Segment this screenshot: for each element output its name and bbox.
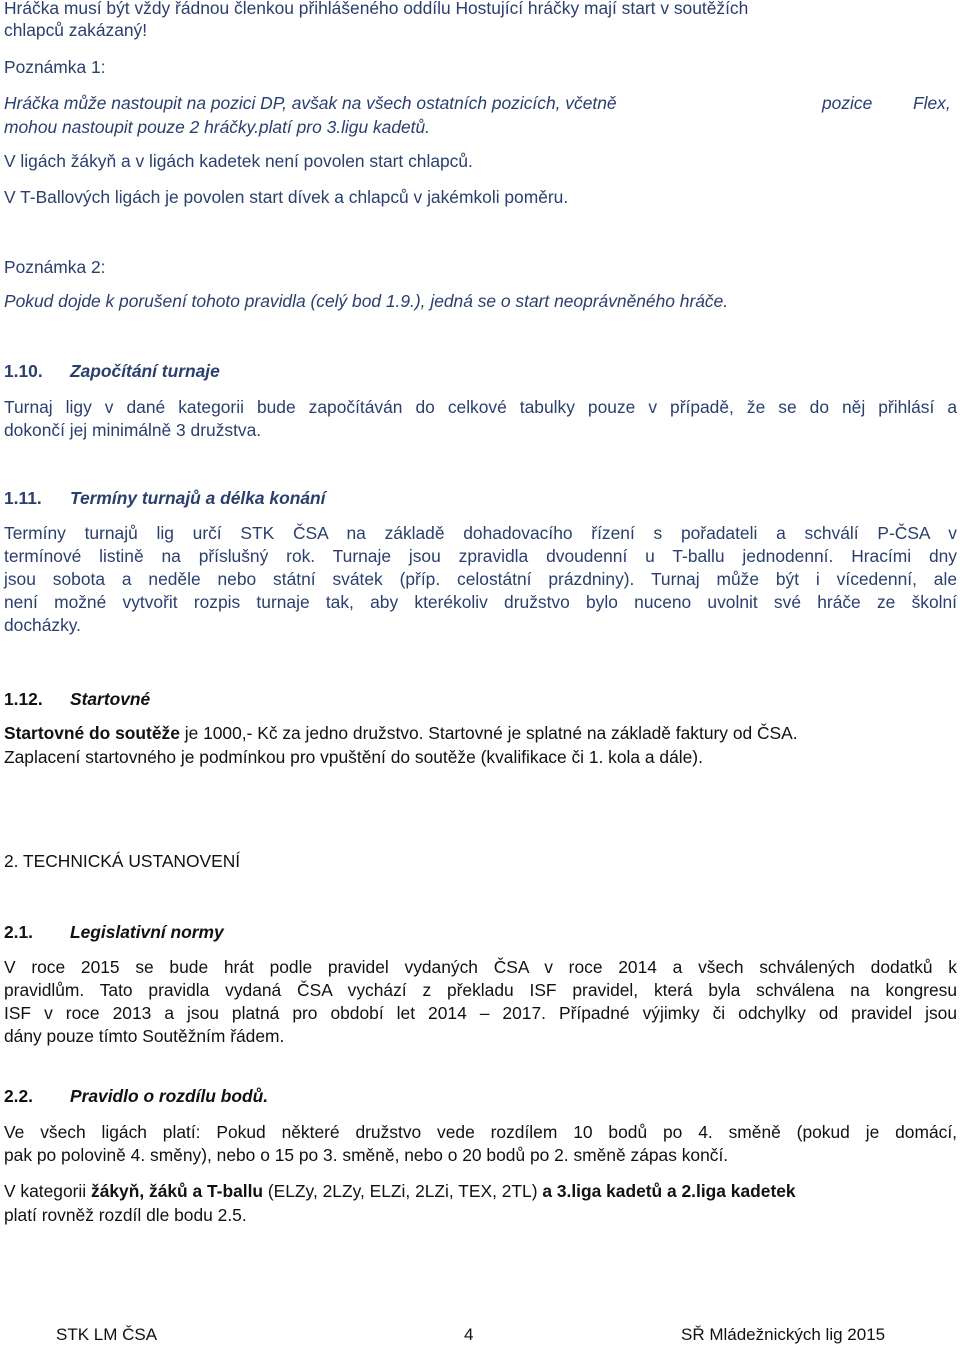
section-2-2-para1 bbox=[4, 1121, 957, 1167]
section-number: 2.1. bbox=[4, 922, 34, 942]
chapter-2-title: 2. TECHNICKÁ USTANOVENÍ bbox=[4, 851, 241, 871]
section-1-11-body bbox=[4, 522, 957, 637]
section-1-12-line2: Zaplacení startovného je podmínkou pro vpuštění do soutěže (kvalifikace či 1. kola a dále). bbox=[4, 747, 703, 767]
section-title: Pravidlo o rozdílu bodů. bbox=[70, 1086, 269, 1106]
body-line: dokončí jej minimálně 3 družstva. bbox=[4, 420, 262, 440]
note2-text: Pokud dojde k porušení tohoto pravidla (celý bod 1.9.), jedná se o start neoprávněného hráče. bbox=[4, 291, 729, 311]
body-line: Termíny turnajů lig určí STK ČSA na základě dohadovacího řízení s pořadateli a schválí P-ČSA v bbox=[4, 523, 957, 543]
section-1-10-heading bbox=[4, 360, 220, 383]
text-run: (ELZy, 2LZy, ELZi, 2LZi, TEX, 2TL) bbox=[263, 1181, 543, 1201]
section-2-2-para2-line2: platí rovněž rozdíl dle bodu 2.5. bbox=[4, 1205, 247, 1225]
section-2-1-heading bbox=[4, 921, 224, 944]
section-2-2-para2-line1 bbox=[4, 1180, 796, 1203]
body-line: pravidlům. Tato pravidla vydaná ČSA vychází z překladu ISF pravidel, která byla schválena na kongresu bbox=[4, 980, 957, 1000]
footer-page-number: 4 bbox=[464, 1325, 474, 1344]
body-line: Ve všech ligách platí: Pokud některé družstvo vede rozdílem 10 bodů po 4. směně (pokud je domácí, bbox=[4, 1122, 957, 1142]
section-2-2-heading bbox=[4, 1085, 268, 1108]
section-number: 2.2. bbox=[4, 1086, 34, 1106]
note1-line1-pozice: pozice bbox=[822, 93, 873, 113]
section-number: 1.11. bbox=[4, 488, 42, 508]
section-number: 1.10. bbox=[4, 361, 43, 381]
body-line: jsou sobota a neděle nebo státní svátek (příp. celostátní prázdniny). Turnaj může být i vícedenní, ale bbox=[4, 569, 957, 589]
footer-right: SŘ Mládežnických lig 2015 bbox=[681, 1325, 886, 1344]
note1-line1: Hráčka může nastoupit na pozici DP, avšak na všech ostatních pozicích, včetně bbox=[4, 93, 617, 113]
startovne-bold: Startovné do soutěže bbox=[4, 723, 180, 743]
body-line: V roce 2015 se bude hrát podle pravidel vydaných ČSA v roce 2014 a všech schválených dodatků k bbox=[4, 957, 957, 977]
footer-left: STK LM ČSA bbox=[56, 1325, 158, 1344]
body-line: Turnaj ligy v dané kategorii bude započítáván do celkové tabulky pouze v případě, že se do něj přihlásí a bbox=[4, 397, 957, 417]
note1-line1-flex: Flex, bbox=[913, 93, 951, 113]
section-title: Startovné bbox=[70, 689, 151, 709]
note1-line4: V T-Ballových ligách je povolen start dívek a chlapců v jakémkoli poměru. bbox=[4, 187, 569, 207]
note1-line3: V ligách žákyň a v ligách kadetek není povolen start chlapců. bbox=[4, 151, 473, 171]
body-line: termínové listině na příslušný rok. Turnaje jsou zpravidla dvoudenní u T-ballu jednodenní. Hracími dny bbox=[4, 546, 957, 566]
body-line: docházky. bbox=[4, 615, 82, 635]
text-run-bold: a 3.liga kadetů a 2.liga kadetek bbox=[542, 1181, 796, 1201]
section-1-12-heading bbox=[4, 688, 150, 711]
note1-line2: mohou nastoupit pouze 2 hráčky.platí pro 3.ligu kadetů. bbox=[4, 117, 431, 137]
section-1-11-heading bbox=[4, 487, 325, 510]
note2-heading: Poznámka 2: bbox=[4, 257, 106, 277]
section-title: Legislativní normy bbox=[70, 922, 224, 942]
section-title: Termíny turnajů a délka konání bbox=[70, 488, 326, 508]
section-1-10-body bbox=[4, 396, 957, 442]
section-title: Započítání turnaje bbox=[70, 361, 220, 381]
top-text-line2: chlapců zakázaný! bbox=[4, 20, 148, 40]
text-run-bold: žákyň, žáků a T-ballu bbox=[91, 1181, 264, 1201]
body-line: ISF v roce 2013 a jsou platná pro období let 2014 – 2017. Případné výjimky či odchylky od pravidel jsou bbox=[4, 1003, 957, 1023]
text-run: V kategorii bbox=[4, 1181, 91, 1201]
note1-heading: Poznámka 1: bbox=[4, 57, 106, 77]
body-line: není možné vytvořit rozpis turnaje tak, aby kterékoliv družstvo bylo nuceno uvolnit své hráče ze školní bbox=[4, 592, 957, 612]
section-number: 1.12. bbox=[4, 689, 43, 709]
startovne-rest: je 1000,- Kč za jedno družstvo. Startovné je splatné na základě faktury od ČSA. bbox=[179, 723, 798, 743]
body-line: pak po polovině 4. směny), nebo o 15 po 3. směně, nebo o 20 bodů po 2. směně zápas končí. bbox=[4, 1145, 729, 1165]
section-2-1-body bbox=[4, 956, 957, 1048]
body-line: dány pouze tímto Soutěžním řádem. bbox=[4, 1026, 285, 1046]
top-text-line1: Hráčka musí být vždy řádnou členkou přihlášeného oddílu Hostující hráčky mají start v soutěžích bbox=[4, 0, 749, 18]
section-1-12-line1 bbox=[4, 722, 798, 745]
